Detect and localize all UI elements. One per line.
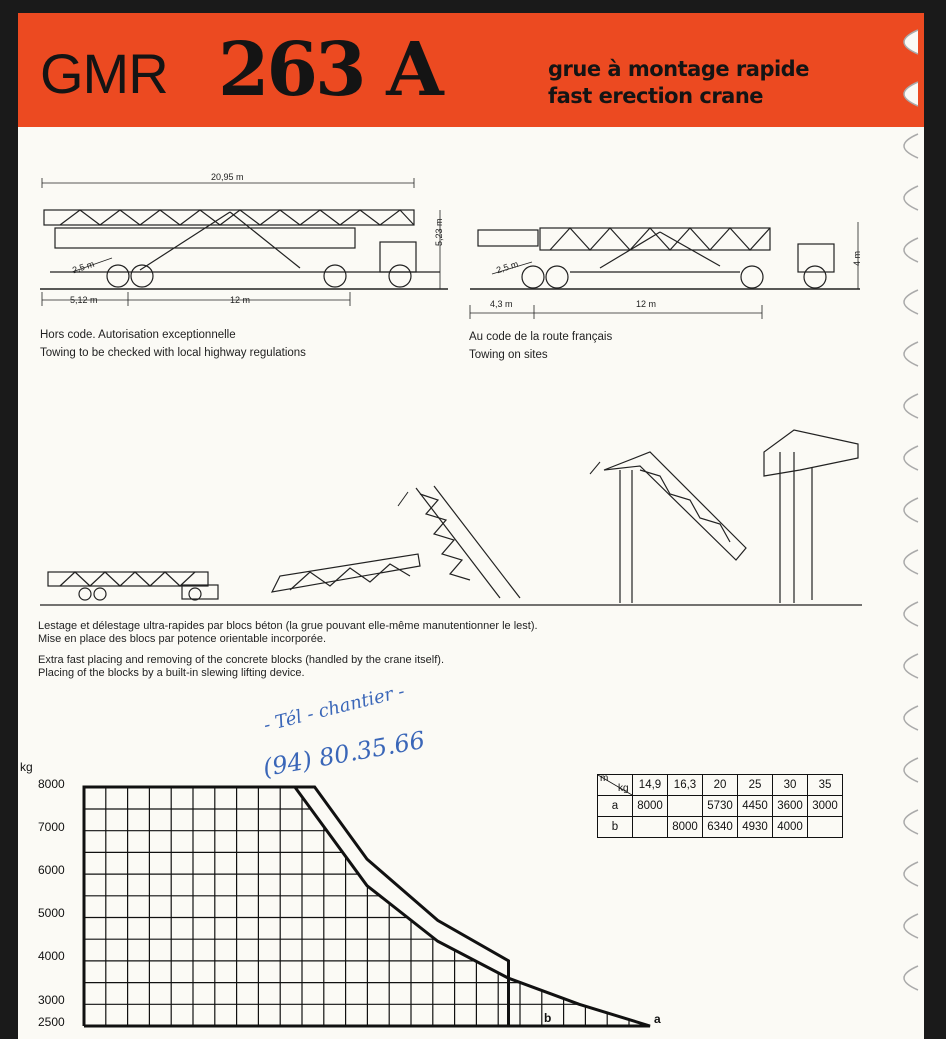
dim-left-wheelbase: 12 m xyxy=(230,295,251,305)
towing-left-caption-en: Towing to be checked with local highway regulations xyxy=(40,347,306,359)
dim-right-radius: 2,5 m xyxy=(495,258,520,276)
table-header-row xyxy=(598,775,843,796)
table-corner-kg: kg xyxy=(618,783,629,794)
erection-text-fr-1: Lestage et délestage ultra-rapides par blocs béton (la grue pouvant elle-même manutentionner le lest). xyxy=(38,620,538,632)
table-corner xyxy=(598,775,633,796)
towing-left-caption-fr: Hors code. Autorisation exceptionnelle xyxy=(40,329,236,341)
towing-left-caption xyxy=(40,326,306,362)
table-cell: 5730 xyxy=(703,796,738,817)
dim-right-front: 4,3 m xyxy=(490,299,513,309)
erection-text-fr-2: Mise en place des blocs par potence orientable incorporée. xyxy=(38,633,327,645)
table-row xyxy=(598,817,843,838)
chart-y-unit: kg xyxy=(20,760,33,774)
erection-sequence-drawing xyxy=(40,430,862,605)
table-cell: 4450 xyxy=(738,796,773,817)
ytick-2500: 2500 xyxy=(38,1015,65,1029)
towing-right-drawing xyxy=(470,222,860,319)
subtitle-french: grue à montage rapide xyxy=(548,57,809,81)
erection-caption xyxy=(38,620,538,680)
series-b-curve xyxy=(84,787,509,1026)
load-table xyxy=(597,774,843,838)
curve-label-b: b xyxy=(544,1011,552,1025)
towing-right-caption xyxy=(469,328,612,364)
handwritten-note-line-1: - Tél - chantier - xyxy=(261,680,407,737)
table-row-label: a xyxy=(598,796,633,817)
table-col-header: 16,3 xyxy=(668,775,703,796)
table-col-header: 25 xyxy=(738,775,773,796)
curve-label-a: a xyxy=(654,1012,661,1026)
table-corner-m: m xyxy=(600,773,609,784)
title-number: 263 A xyxy=(218,27,441,113)
erection-text-en-2: Placing of the blocks by a built-in slewing lifting device. xyxy=(38,667,305,679)
table-cell xyxy=(668,796,703,817)
table-cell: 4000 xyxy=(773,817,808,838)
table-cell xyxy=(808,817,843,838)
dim-total-length: 20,95 m xyxy=(211,172,244,182)
table-cell: 3600 xyxy=(773,796,808,817)
subtitle-english: fast erection crane xyxy=(548,84,764,108)
dim-left-front: 5,12 m xyxy=(70,295,98,305)
table-col-header: 30 xyxy=(773,775,808,796)
table-cell: 6340 xyxy=(703,817,738,838)
table-cell: 8000 xyxy=(633,796,668,817)
table-row xyxy=(598,796,843,817)
ytick-7000: 7000 xyxy=(38,820,65,834)
ytick-6000: 6000 xyxy=(38,863,65,877)
towing-right-caption-fr: Au code de la route français xyxy=(469,331,613,343)
dim-right-wheelbase: 12 m xyxy=(636,299,657,309)
towing-right-caption-en: Towing on sites xyxy=(469,349,548,361)
table-col-header: 20 xyxy=(703,775,738,796)
load-chart xyxy=(84,787,651,1026)
towing-left-drawing xyxy=(40,178,448,306)
table-cell: 4930 xyxy=(738,817,773,838)
table-cell: 8000 xyxy=(668,817,703,838)
table-col-header: 14,9 xyxy=(633,775,668,796)
table-col-header: 35 xyxy=(808,775,843,796)
ytick-5000: 5000 xyxy=(38,906,65,920)
title-model: GMR xyxy=(40,42,168,105)
table-cell xyxy=(633,817,668,838)
erection-text-en-1: Extra fast placing and removing of the concrete blocks (handled by the crane itself). xyxy=(38,654,444,666)
ytick-8000: 8000 xyxy=(38,777,65,791)
ytick-4000: 4000 xyxy=(38,949,65,963)
dim-left-radius: 2,5 m xyxy=(71,258,96,276)
table-cell: 3000 xyxy=(808,796,843,817)
dim-right-height: 4 m xyxy=(852,250,862,266)
table-row-label: b xyxy=(598,817,633,838)
ytick-3000: 3000 xyxy=(38,993,65,1007)
dim-left-height: 5,23 m xyxy=(434,218,444,246)
handwritten-phone-number: (94) 80.35.66 xyxy=(260,725,427,783)
